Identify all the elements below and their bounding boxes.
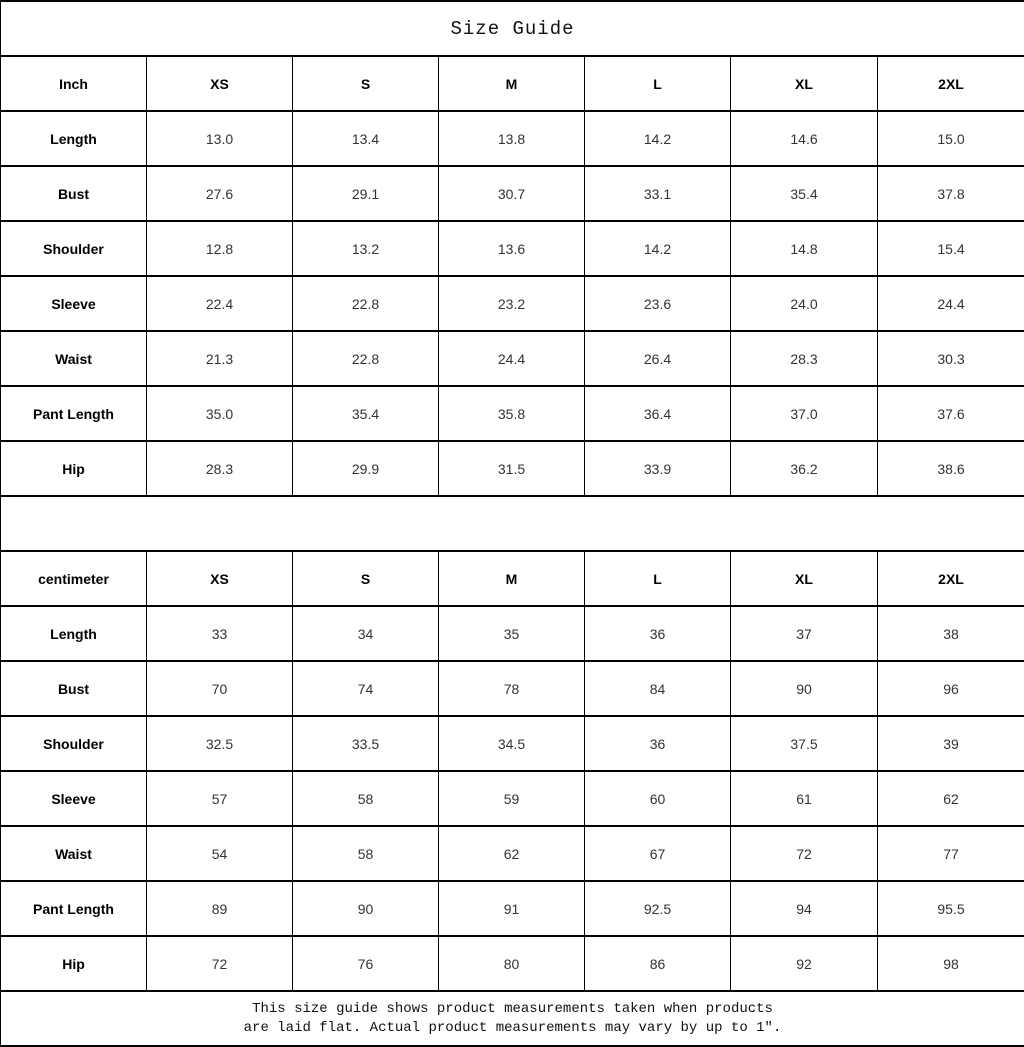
measurement-value: 15.4 (878, 221, 1024, 276)
measurement-value: 38.6 (878, 441, 1024, 496)
page-title: Size Guide (1, 1, 1024, 56)
measurement-value: 30.7 (439, 166, 585, 221)
measurement-value: 35.4 (293, 386, 439, 441)
measurement-value: 37 (731, 606, 878, 661)
table-row (1, 606, 1024, 661)
measurement-value: 35.0 (147, 386, 293, 441)
measurement-value: 96 (878, 661, 1024, 716)
measurement-value: 30.3 (878, 331, 1024, 386)
size-column-header: M (439, 551, 585, 606)
measurement-value: 15.0 (878, 111, 1024, 166)
measurement-value: 67 (585, 826, 731, 881)
size-column-header: S (293, 56, 439, 111)
measurement-value: 37.5 (731, 716, 878, 771)
measurement-label: Bust (1, 166, 147, 221)
size-column-header: XL (731, 56, 878, 111)
measurement-value: 62 (878, 771, 1024, 826)
measurement-value: 24.4 (878, 276, 1024, 331)
size-column-header: M (439, 56, 585, 111)
measurement-value: 36.2 (731, 441, 878, 496)
measurement-value: 54 (147, 826, 293, 881)
footer-line: This size guide shows product measurements taken when products (1, 1000, 1024, 1019)
measurement-value: 61 (731, 771, 878, 826)
measurement-value: 70 (147, 661, 293, 716)
size-column-header: L (585, 551, 731, 606)
measurement-value: 35 (439, 606, 585, 661)
measurement-label: Waist (1, 331, 147, 386)
measurement-value: 14.6 (731, 111, 878, 166)
table-row (1, 441, 1024, 496)
footer-line: are laid flat. Actual product measurements may vary by up to 1″. (1, 1019, 1024, 1038)
measurement-value: 91 (439, 881, 585, 936)
measurement-value: 90 (731, 661, 878, 716)
measurement-value: 32.5 (147, 716, 293, 771)
measurement-value: 36 (585, 716, 731, 771)
measurement-value: 37.8 (878, 166, 1024, 221)
measurement-value: 59 (439, 771, 585, 826)
measurement-value: 37.6 (878, 386, 1024, 441)
measurement-value: 22.4 (147, 276, 293, 331)
title-row (1, 1, 1024, 56)
table-row (1, 331, 1024, 386)
table-row (1, 771, 1024, 826)
unit-header: centimeter (1, 551, 147, 606)
measurement-label: Hip (1, 441, 147, 496)
table-spacer (1, 496, 1024, 551)
measurement-value: 24.0 (731, 276, 878, 331)
measurement-value: 86 (585, 936, 731, 991)
measurement-value: 60 (585, 771, 731, 826)
table-row (1, 111, 1024, 166)
measurement-value: 21.3 (147, 331, 293, 386)
size-column-header: S (293, 551, 439, 606)
header-row (1, 56, 1024, 111)
table-row (1, 221, 1024, 276)
size-column-header: XS (147, 56, 293, 111)
size-column-header: L (585, 56, 731, 111)
measurement-value: 14.2 (585, 221, 731, 276)
measurement-value: 38 (878, 606, 1024, 661)
measurement-label: Waist (1, 826, 147, 881)
measurement-value: 33 (147, 606, 293, 661)
measurement-value: 92.5 (585, 881, 731, 936)
measurement-value: 14.2 (585, 111, 731, 166)
table-row (1, 716, 1024, 771)
measurement-value: 74 (293, 661, 439, 716)
measurement-label: Shoulder (1, 716, 147, 771)
measurement-value: 28.3 (147, 441, 293, 496)
table-row (1, 826, 1024, 881)
measurement-value: 12.8 (147, 221, 293, 276)
measurement-value: 84 (585, 661, 731, 716)
measurement-value: 27.6 (147, 166, 293, 221)
measurement-value: 13.0 (147, 111, 293, 166)
table-row (1, 936, 1024, 991)
table-row (1, 166, 1024, 221)
footer-note (1, 991, 1024, 1046)
measurement-label: Shoulder (1, 221, 147, 276)
measurement-value: 92 (731, 936, 878, 991)
table-row (1, 386, 1024, 441)
measurement-value: 22.8 (293, 276, 439, 331)
measurement-value: 58 (293, 826, 439, 881)
size-column-header: 2XL (878, 551, 1024, 606)
measurement-value: 34 (293, 606, 439, 661)
measurement-value: 36.4 (585, 386, 731, 441)
footer-row (1, 991, 1024, 1046)
measurement-value: 57 (147, 771, 293, 826)
measurement-value: 14.8 (731, 221, 878, 276)
measurement-value: 26.4 (585, 331, 731, 386)
measurement-value: 33.1 (585, 166, 731, 221)
measurement-value: 77 (878, 826, 1024, 881)
measurement-value: 78 (439, 661, 585, 716)
size-column-header: XS (147, 551, 293, 606)
size-column-header: 2XL (878, 56, 1024, 111)
measurement-value: 31.5 (439, 441, 585, 496)
measurement-value: 89 (147, 881, 293, 936)
measurement-value: 24.4 (439, 331, 585, 386)
measurement-value: 62 (439, 826, 585, 881)
measurement-value: 36 (585, 606, 731, 661)
measurement-value: 13.4 (293, 111, 439, 166)
measurement-value: 35.4 (731, 166, 878, 221)
header-row (1, 551, 1024, 606)
measurement-value: 13.2 (293, 221, 439, 276)
measurement-label: Sleeve (1, 276, 147, 331)
measurement-value: 29.9 (293, 441, 439, 496)
measurement-value: 22.8 (293, 331, 439, 386)
table-row (1, 881, 1024, 936)
measurement-label: Sleeve (1, 771, 147, 826)
measurement-value: 33.9 (585, 441, 731, 496)
unit-header: Inch (1, 56, 147, 111)
measurement-label: Length (1, 111, 147, 166)
measurement-value: 34.5 (439, 716, 585, 771)
measurement-label: Hip (1, 936, 147, 991)
measurement-value: 58 (293, 771, 439, 826)
measurement-value: 13.8 (439, 111, 585, 166)
measurement-value: 80 (439, 936, 585, 991)
measurement-label: Bust (1, 661, 147, 716)
measurement-value: 39 (878, 716, 1024, 771)
size-column-header: XL (731, 551, 878, 606)
measurement-label: Pant Length (1, 386, 147, 441)
measurement-label: Length (1, 606, 147, 661)
table-row (1, 276, 1024, 331)
table-spacer-row (1, 496, 1024, 551)
measurement-value: 90 (293, 881, 439, 936)
measurement-value: 33.5 (293, 716, 439, 771)
measurement-value: 13.6 (439, 221, 585, 276)
table-row (1, 661, 1024, 716)
measurement-value: 98 (878, 936, 1024, 991)
measurement-value: 72 (147, 936, 293, 991)
measurement-value: 95.5 (878, 881, 1024, 936)
measurement-value: 94 (731, 881, 878, 936)
measurement-label: Pant Length (1, 881, 147, 936)
measurement-value: 23.2 (439, 276, 585, 331)
measurement-value: 29.1 (293, 166, 439, 221)
measurement-value: 35.8 (439, 386, 585, 441)
measurement-value: 76 (293, 936, 439, 991)
measurement-value: 23.6 (585, 276, 731, 331)
measurement-value: 37.0 (731, 386, 878, 441)
measurement-value: 72 (731, 826, 878, 881)
measurement-value: 28.3 (731, 331, 878, 386)
